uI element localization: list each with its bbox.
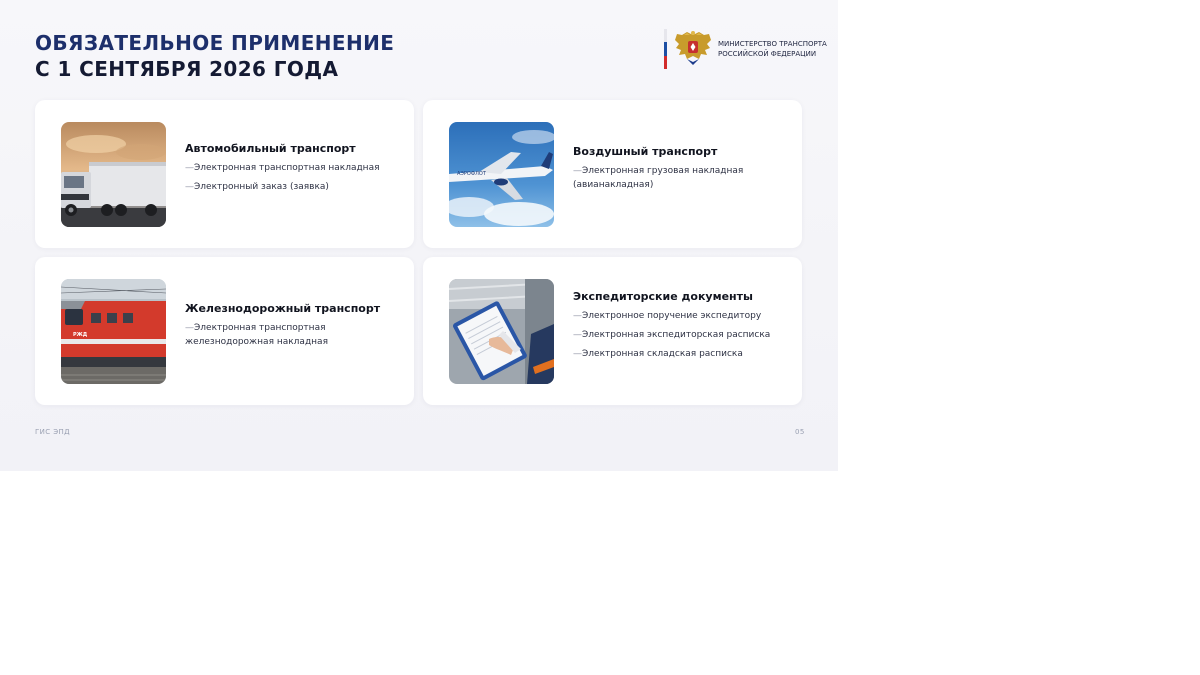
card-body [185, 142, 407, 199]
title-line-2: С 1 СЕНТЯБРЯ 2026 ГОДА [35, 57, 339, 81]
ministry-name [718, 39, 828, 59]
ministry-name-line-2: РОССИЙСКОЙ ФЕДЕРАЦИИ [718, 50, 817, 58]
slide [0, 0, 838, 471]
russian-flag-stripe [664, 29, 667, 69]
page-number: 05 [795, 428, 805, 436]
title-line-1: ОБЯЗАТЕЛЬНОЕ ПРИМЕНЕНИЕ [35, 31, 395, 55]
ministry-name-line-1: МИНИСТЕРСТВО ТРАНСПОРТА [718, 40, 827, 48]
list-item: —Электронный заказ (заявка) [185, 182, 329, 192]
card-air-transport [423, 100, 802, 248]
card-title: Экспедиторские документы [573, 290, 753, 303]
list-item-text: Электронная экспедиторская расписка [582, 330, 771, 340]
ministry-logo [664, 29, 827, 69]
clipboard-photo [449, 279, 554, 384]
card-body [573, 290, 795, 366]
list-item-text: Электронная транспортная железнодорожная накладная [185, 323, 328, 347]
list-item: —Электронная складская расписка [573, 349, 743, 359]
card-rail-transport [35, 257, 414, 405]
airline-livery-text: АЭРОФЛОТ [457, 171, 486, 177]
railway-logo-text: РЖД [73, 332, 88, 338]
list-item-text: Электронная складская расписка [582, 349, 743, 359]
card-forwarding-documents [423, 257, 802, 405]
footer-label: ГИС ЭПД [35, 428, 71, 436]
list-item-text: Электронная транспортная накладная [194, 163, 380, 173]
list-item: —Электронная транспортная накладная [185, 163, 380, 173]
airplane-photo [449, 122, 554, 227]
card-body [185, 302, 407, 354]
list-item-text: Электронный заказ (заявка) [194, 182, 329, 192]
card-body [573, 145, 795, 197]
card-title: Воздушный транспорт [573, 145, 718, 158]
list-item-text: Электронная грузовая накладная (авианакладная) [573, 166, 744, 190]
list-item: —Электронная грузовая накладная (авианакладная) [573, 166, 744, 190]
list-item: —Электронное поручение экспедитору [573, 311, 762, 321]
truck-photo [61, 122, 166, 227]
train-photo [61, 279, 166, 384]
card-title: Автомобильный транспорт [185, 142, 356, 155]
double-headed-eagle-emblem-icon [673, 29, 713, 69]
list-item-text: Электронное поручение экспедитору [582, 311, 762, 321]
card-title: Железнодорожный транспорт [185, 302, 381, 315]
page-title [35, 30, 394, 82]
list-item: —Электронная экспедиторская расписка [573, 330, 771, 340]
list-item: —Электронная транспортная железнодорожная накладная [185, 323, 328, 347]
card-road-transport [35, 100, 414, 248]
